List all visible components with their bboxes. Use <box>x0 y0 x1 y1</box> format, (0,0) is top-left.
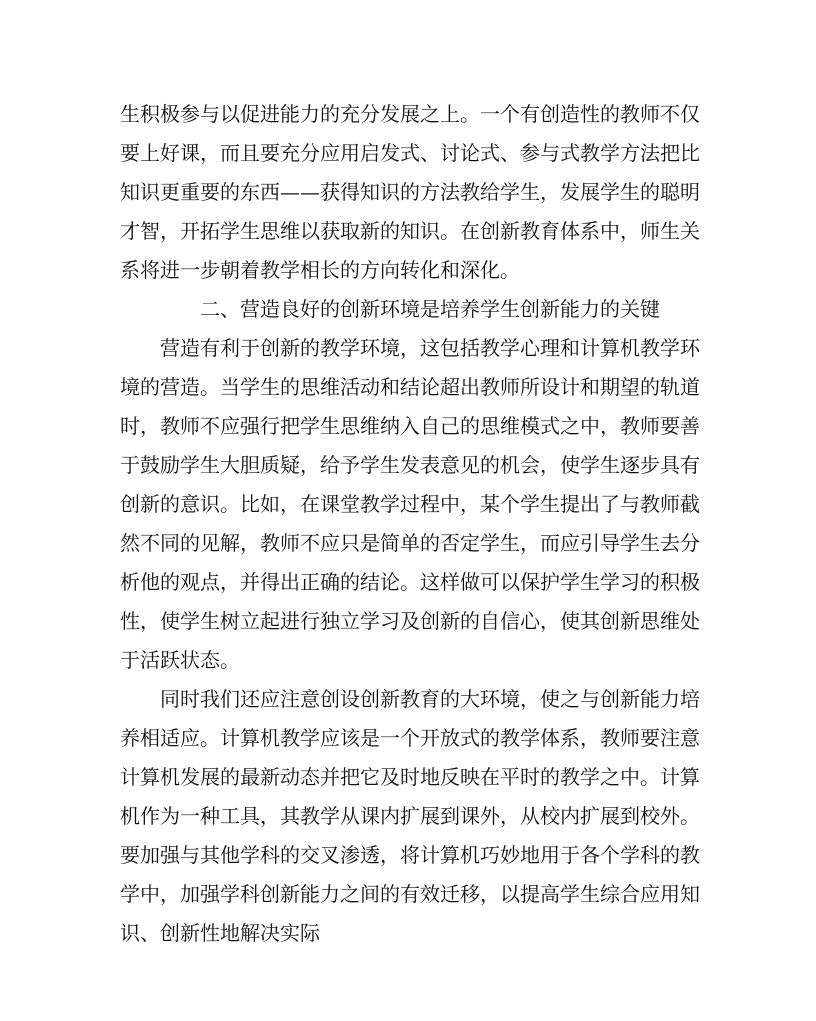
paragraph-continuation: 生积极参与以促进能力的充分发展之上。一个有创造性的教师不仅要上好课，而且要充分应用启发式、讨论式、参与式教学方法把比知识更重要的东西——获得知识的方法教给学生，发展学生的聪明才智，开拓学生思维以获取新的知识。在创新教育体系中，师生关系将进一步朝着教学相长的方向转化和深化。 <box>120 102 700 282</box>
paragraph-innovation-environment: 同时我们还应注意创设创新教育的大环境，使之与创新能力培养相适应。计算机教学应该是一个开放式的教学体系，教师要注意计算机发展的最新动态并把它及时地反映在平时的教学之中。计算机作为一种工具，其教学从课内扩展到课外，从校内扩展到校外。要加强与其他学科的交叉渗透，将计算机巧妙地用于各个学科的教学中，加强学科创新能力之间的有效迁移，以提高学生综合应用知识、创新性地解决实际 <box>120 687 700 945</box>
document-body <box>120 95 700 953</box>
section-heading: 二、营造良好的创新环境是培养学生创新能力的关键 <box>200 297 660 321</box>
paragraph-teaching-environment: 营造有利于创新的教学环境，这包括教学心理和计算机教学环境的营造。当学生的思维活动和结论超出教师所设计和期望的轨道时，教师不应强行把学生思维纳入自己的思维模式之中，教师要善于鼓励学生大胆质疑，给予学生发表意见的机会，使学生逐步具有创新的意识。比如，在课堂教学过程中，某个学生提出了与教师截然不同的见解，教师不应只是简单的否定学生，而应引导学生去分析他的观点，并得出正确的结论。这样做可以保护学生学习的积极性，使学生树立起进行独立学习及创新的自信心，使其创新思维处于活跃状态。 <box>120 336 700 672</box>
